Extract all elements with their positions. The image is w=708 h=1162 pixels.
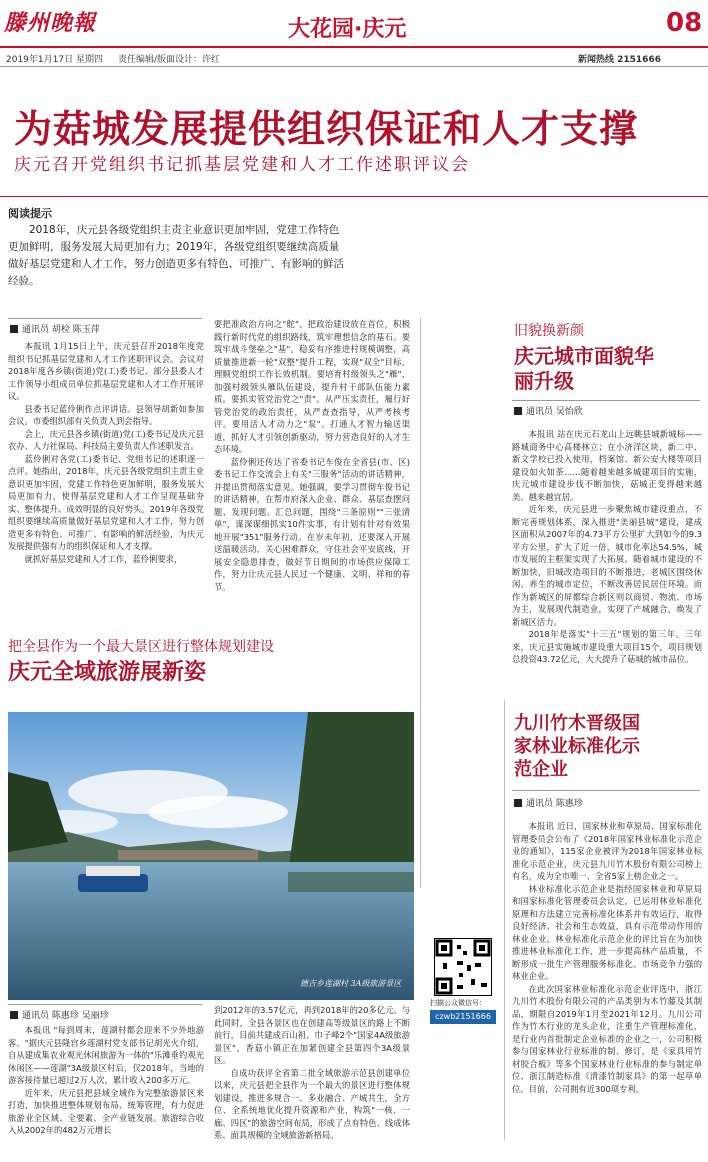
paragraph: 在此次国家林业标准化示范企业评选中，浙江九川竹木股份有限公司的产品类别为木竹藤及其制品，期限自2019年1月至2021年12月。九川公司作为竹木行业的龙头企业，注重生产管理标准化，是行业内首批制定企业标准的企业之一，公司积极参与国家林业行业标准的制、修订，是《家具用竹材胶合板》等多个国家林业行业标准的参与制定单位、浙江制造标准《清漆竹制家具》的第一起草单位。目前，公司拥有近300项专利。 — [512, 983, 702, 1094]
paragraph: 就抓好基层党建和人才工作，蓝伶俐要求， — [24, 553, 183, 564]
bamboo-article-body — [512, 820, 702, 1095]
newspaper-logo: 滕州晚報 — [4, 10, 97, 36]
paragraph: 本报讯 1月15日上午，庆元县召开2018年度党组织书记抓基层党建和人才工作述职评议会。会议对2018年度各乡镇(街道)党(工)委书记、部分县委人才工作领导小组成员单位抓基层党建和人才工作开展评议。 — [8, 341, 204, 401]
paragraph: 蓝伶俐对各党(工)委书记、党组书记的述职逐一点评。她指出，2018年，庆元县各级党组织主责主业意识更加牢固，党建工作特色更加鲜明，服务发展大局更加有力，使得基层党建和人才工作呈现基础夯实、整体提升、成效明显的良好势头。2019年各级党组织要继续高质量做好基层党建和人才工作，努力创造更多有特色、可推广、有影响的鲜活经验，为庆元发展提供强有力的组织保证和人才支撑。 — [8, 453, 204, 551]
issue-date: 2019年1月17日 星期四 — [6, 55, 103, 65]
paragraph: 蓝伶俐还传达了省委书记车俊在全省县(市、区)委书记工作交流会上有关"三服务"活动的讲话精神，并提出贯彻落实意见。她强调，要学习贯彻车俊书记的讲话精神，在帮市府深入企业、群众、基层查摆问题、发现问题、汇总问题，围绕"三条原则""三张清单"，谋深谋细抓实10件实事，有计划有针对有效果地开展"351"服务行动。在岁末年初，还要深入开展送温暖活动，关心困难群众，守住社会平安底线，开展安全隐患排查，做好节日期间的市场供应保障工作，努力让庆元县人民过一个健康、文明、祥和的春节。 — [214, 456, 410, 592]
bamboo-separator — [504, 700, 505, 1140]
city-title: 庆元城市面貌华丽升级 — [514, 344, 654, 393]
main-reporter: 通讯员 胡检 陈玉萍 — [10, 322, 100, 335]
city-reporter: 通讯员 吴怡欣 — [514, 404, 583, 417]
bamboo-reporter: 通讯员 陈惠珍 — [514, 796, 583, 809]
qr-account-badge: czwb2151666 — [430, 1010, 496, 1024]
tourism-reporter: 通讯员 陈惠珍 吴丽珍 — [10, 1008, 109, 1021]
paragraph: 自成功获评全省第二批全域旅游示范县创建单位以来，庆元县把全县作为一个最大的景区进行整体规划建设，推进多规合一、多业融合、产城共生，全方位、全系统地优化提升资源和产业，构筑"一核、一廊、四区"的旅游空间布局，形成了点有特色、线成体系、面具规模的全域旅游新格局。 — [214, 1067, 410, 1140]
bamboo-title: 九川竹木晋级国家林业标准化示范企业 — [514, 713, 640, 780]
city-article-body — [512, 428, 702, 666]
tourism-col2 — [214, 1004, 410, 1142]
paragraph: 本报讯 近日，国家林业和草原局、国家标准化管理委员会公布了《2018年国家林业标准化示范企业的通知》，115家企业被评为2018年国家林业标准化示范企业，庆元县九川竹木股份有限公司榜上有名，成为全市唯一、全省5家上榜企业之一。 — [512, 821, 702, 881]
page-number: 08 — [666, 8, 703, 38]
qr-label: 扫描公众微信号： — [430, 999, 486, 1007]
lead-label: 阅读提示 — [8, 207, 52, 220]
tourism-col1 — [8, 1024, 204, 1137]
lead-text: 2018年，庆元县各级党组织主责主业意识更加牢固，党建工作特色更加鲜明，服务发展大局更加有力；2019年，各级党组织要继续高质量做好基层党建和人才工作，努力创造更多有特色、可推广、有影响的鲜活经验。 — [8, 224, 344, 287]
paragraph: 2018年是落实"十三五"规划的第三年。三年来，庆元县实施城市建设重大项目15个，项目规划总投资43.72亿元，大大提升了菇城的城市品位。 — [512, 629, 702, 664]
paragraph: 近年来，庆元县进一步聚焦城市建设重点，不断完善规划体系，深入推进"美丽县城"建设，建成区面积从2007年的4.73平方公里扩大到如今的9.3平方公里，扩大了近一倍，城市化率达54.5%，城市发展的主框架实现了大拓展。随着城市建设的不断加快，旧城改造项目的不断推进，老城区围绕休闲、养生的城市定位，不断改善居民居住环境。而作为新城区的屏都综合新区则以商贸、物流、市场为主，发展现代制造业，实现了产城融合，焕发了新城区活力。 — [512, 504, 702, 627]
paragraph: 到2012年的3.57亿元，再到2018年的20多亿元。与此同时，全县各景区也在创建高等级景区的路上不断前行，目前共建成百山祖、巾子峰2个"国家4A级旅游景区"，香菇小镇正在加紧创建全县第四个3A级景区。 — [214, 1005, 410, 1065]
city-kicker: 旧貌换新颜 — [514, 323, 584, 339]
meta-divider — [0, 66, 708, 67]
photo-caption: 德吉乡莲湖村 3A级旅游景区 — [300, 979, 402, 988]
paragraph: 要把准政治方向之"舵"。把政治建设放在首位，积极践行新时代党的组织路线，筑牢理想信念的基石。要筑牢战斗堡垒之"基"。稳妥有序推进村规模调整，高质量推进新一轮"双整"提升工程，实现"双全"目标，理顺党组织工作长效机制。要培育村级领头之"雁"，加强村级领头雁队伍建设，提升村干部队伍能力素质。要抓实管党治党之"责"。从严压实责任，履行好管党治党的政治责任，从严查查指导，从严考核考评。要用活人才动力之"泵"。打通人才智力输送渠道，抓好人才引领创新驱动，努力营造良好的人才生态环境。 — [214, 319, 410, 454]
editor-credit: 责任编辑/版面设计：许红 — [118, 55, 221, 65]
city-divider — [512, 400, 700, 401]
paragraph: 林业标准化示范企业是指经国家林业和草原局和国家标准化管理委员会认定，已运用林业标准化原理和方法建立完善标准化体系并有效运行，取得良好经济、社会和生态效益，具有示范带动作用的林业企业。林业标准化示范企业的评比旨在为加快推进林业标准化工作，进一步提高林产品质量，不断形成一批生产管理服务标准化、市场竞争力强的林业企业。 — [512, 883, 702, 981]
qr-code[interactable] — [434, 938, 492, 996]
paragraph: 本报讯 "每到周末，莲湖村都会迎来不少外地游客。"据庆元县隆宫乡莲湖村党支部书记胡光火介绍，自从建成集农业观光休闲旅游为一体的"乐滩垂钓观光休闲区——莲湖"3A级景区村后，仅2018年，当地的游客接待量已超过2万人次，累计收入200多万元。 — [8, 1025, 204, 1085]
paragraph: 县委书记蓝伶俐作点评讲话。县领导胡新如参加会议。市委组织部有关负责人到会指导。 — [8, 403, 204, 426]
paragraph: 近年来，庆元县把县域全域作为完整旅游景区来打造，加快推进整体规划布局、统筹管理，有力促进旅游业全区域、全要素、全产业链发展。旅游综合收入从2002年的482万元增长 — [8, 1087, 204, 1135]
main-subheadline: 庆元召开党组织书记抓基层党建和人才工作述职评议会 — [14, 155, 470, 175]
section-title: 大花园·庆元 — [288, 17, 407, 42]
lake-photo — [8, 712, 414, 1000]
tourism-divider — [8, 1004, 202, 1005]
headline-divider — [0, 196, 708, 197]
main-article-col2 — [214, 318, 410, 593]
paragraph: 本报讯 站在庆元石龙山上远眺县城新城标——路城商务中心高楼林立；在小济洋区块，新二中、新文学校已投入使用，档案馆、新公安大楼等项目建设如火如荼……随着越来越多城建项目的实施，庆元城市建设步伐不断加快，菇城正变得越来越美、越来越宜居。 — [512, 429, 702, 502]
tourism-title: 庆元全域旅游展新姿 — [8, 660, 207, 685]
masthead-divider — [0, 46, 708, 48]
bamboo-divider — [512, 790, 700, 791]
news-hotline: 新闻热线 2151666 — [578, 55, 661, 65]
main-article-col1 — [8, 340, 204, 565]
main-headline: 为菇城发展提供组织保证和人才支撑 — [14, 107, 639, 151]
tourism-kicker: 把全县作为一个最大景区进行整体规划建设 — [8, 639, 274, 655]
paragraph: 会上，庆元县各乡镇(街道)党(工)委书记及庆元县农办、人力社保局、科技局主要负责人作述职发言。 — [8, 428, 204, 451]
column-separator — [420, 318, 421, 888]
column-divider — [8, 318, 202, 319]
